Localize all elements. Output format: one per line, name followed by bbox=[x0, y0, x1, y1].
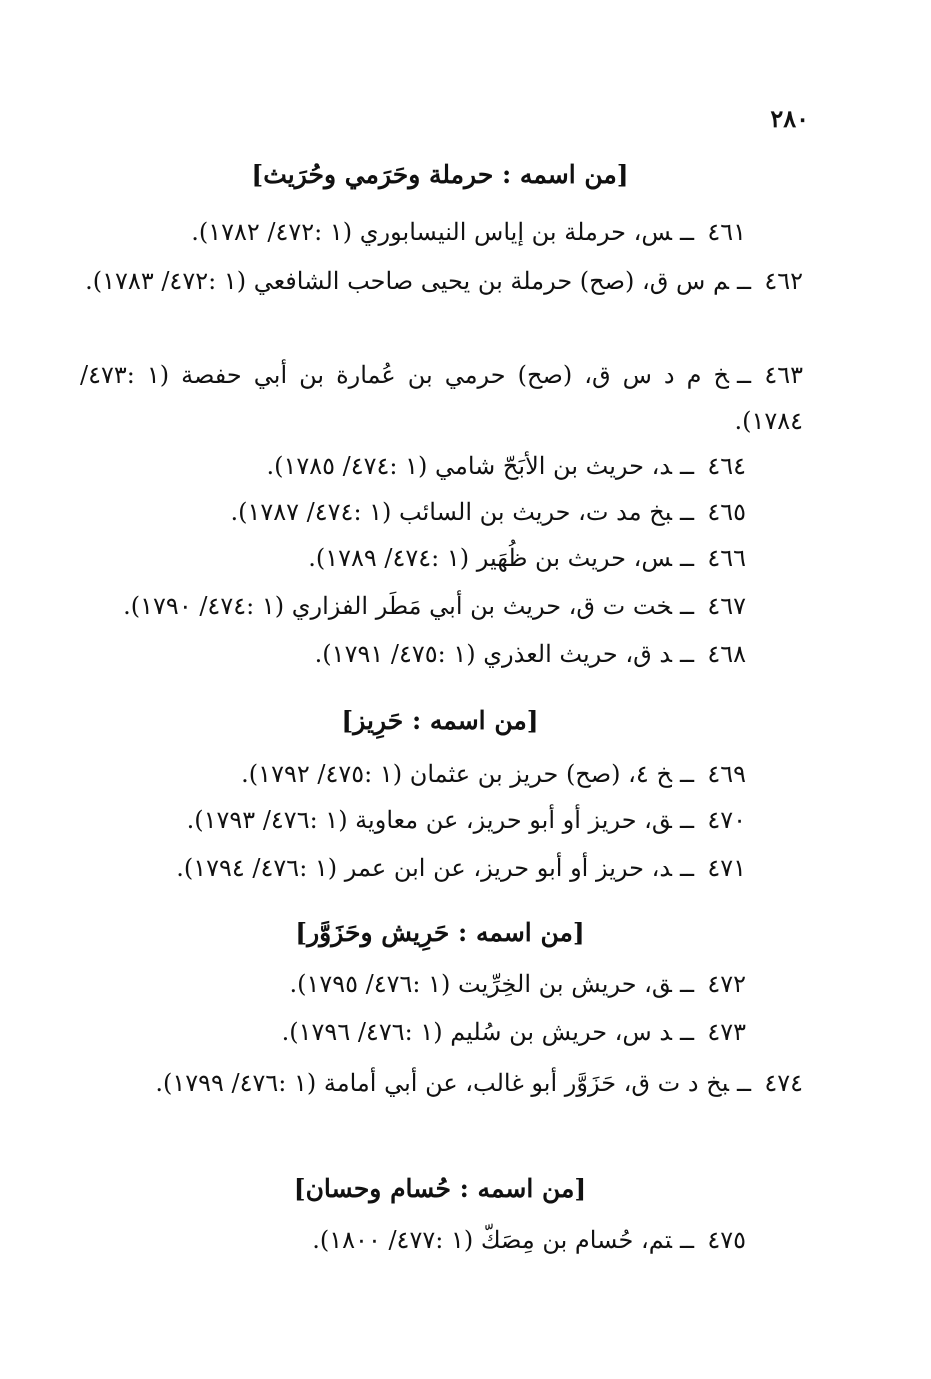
entry-463 bbox=[80, 352, 803, 444]
entry-466 bbox=[308, 542, 746, 574]
entry-dash: ــ bbox=[679, 854, 694, 882]
entry-text: ق، حريز أو أبو حريز، عن معاوية (١ :٤٧٦/ ١٧٩٣). bbox=[186, 806, 672, 834]
entry-dash: ــ bbox=[679, 592, 694, 620]
entry-dash: ــ bbox=[679, 1226, 694, 1254]
entry-text: د، حريز أو أبو حريز، عن ابن عمر (١ :٤٧٦/ ١٧٩٤). bbox=[176, 854, 672, 882]
entry-dash: ــ bbox=[679, 498, 694, 526]
entry-dash: ــ bbox=[679, 452, 694, 480]
entry-text: بخ د ت ق، حَزَوَّر أبو غالب، عن أبي أمامة (١ :٤٧٦/ ١٧٩٩). bbox=[155, 1069, 729, 1097]
entry-text: خ ٤، (صح) حريز بن عثمان (١ :٤٧٥/ ١٧٩٢). bbox=[241, 760, 672, 788]
entry-dash: ــ bbox=[679, 970, 694, 998]
entry-number: ٤٧٠ bbox=[707, 806, 746, 834]
entry-number: ٤٧٢ bbox=[707, 970, 746, 998]
entry-dash: ــ bbox=[679, 1018, 694, 1046]
entry-text: ق، حريش بن الخِرِّيت (١ :٤٧٦/ ١٧٩٥). bbox=[289, 970, 672, 998]
section-heading: [من اسمه : حرملة وحَرَمي وحُرَيث] bbox=[251, 160, 629, 189]
entry-467 bbox=[123, 590, 746, 622]
entry-464 bbox=[266, 450, 746, 482]
entry-text: خ م د س ق، (صح) حرمي بن عُمارة بن أبي حفصة (١ :٤٧٣/ ١٧٨٤). bbox=[80, 361, 803, 435]
entry-470 bbox=[187, 804, 746, 836]
entry-number: ٤٦٨ bbox=[707, 640, 746, 668]
entry-461 bbox=[191, 216, 746, 248]
entry-469 bbox=[241, 758, 746, 790]
entry-dash: ــ bbox=[736, 361, 751, 389]
entry-text: س، حرملة بن إياس النيسابوري (١ :٤٧٢/ ١٧٨٢). bbox=[191, 218, 672, 246]
entry-dash: ــ bbox=[736, 267, 751, 295]
entry-471 bbox=[176, 852, 746, 884]
entry-number: ٤٦٥ bbox=[707, 498, 746, 526]
section-heading: [من اسمه : حُسام وحسان] bbox=[293, 1174, 587, 1203]
entry-number: ٤٧٥ bbox=[707, 1226, 746, 1254]
entry-text: د س، حريش بن سُليم (١ :٤٧٦/ ١٧٩٦). bbox=[281, 1018, 672, 1046]
entry-474 bbox=[80, 1060, 803, 1106]
entry-number: ٤٦٢ bbox=[764, 267, 803, 295]
entry-472 bbox=[289, 968, 746, 1000]
entry-number: ٤٧١ bbox=[707, 854, 746, 882]
entry-text: د، حريث بن الأبَحّ شامي (١ :٤٧٤/ ١٧٨٥). bbox=[266, 452, 672, 480]
entry-number: ٤٧٤ bbox=[764, 1069, 803, 1097]
entry-text: م س ق، (صح) حرملة بن يحيى صاحب الشافعي (١ :٤٧٢/ ١٧٨٣). bbox=[85, 267, 729, 295]
section-heading: [من اسمه : حَرِيز] bbox=[341, 706, 539, 735]
entry-number: ٤٦٩ bbox=[707, 760, 746, 788]
entry-text: د ق، حريث العذري (١ :٤٧٥/ ١٧٩١). bbox=[314, 640, 672, 668]
section-heading: [من اسمه : حَرِيش وحَزَوَّر] bbox=[295, 918, 585, 947]
entry-text: خت ت ق، حريث بن أبي مَطَر الفزاري (١ :٤٧٤/ ١٧٩٠). bbox=[123, 592, 672, 620]
entry-468 bbox=[315, 638, 746, 670]
entry-number: ٤٦١ bbox=[707, 218, 746, 246]
entry-475 bbox=[312, 1224, 746, 1256]
entry-473 bbox=[282, 1016, 746, 1048]
entry-number: ٤٦٧ bbox=[707, 592, 746, 620]
entry-number: ٤٦٤ bbox=[707, 452, 746, 480]
entry-text: س، حريث بن ظُهَير (١ :٤٧٤/ ١٧٨٩). bbox=[308, 544, 672, 572]
entry-dash: ــ bbox=[679, 806, 694, 834]
entry-dash: ــ bbox=[736, 1069, 751, 1097]
entry-number: ٤٦٣ bbox=[764, 361, 803, 389]
entry-number: ٤٦٦ bbox=[707, 544, 746, 572]
page-number: ٢٨٠ bbox=[770, 104, 809, 133]
entry-dash: ــ bbox=[679, 760, 694, 788]
entry-dash: ــ bbox=[679, 218, 694, 246]
entry-text: تم، حُسام بن مِصَكّ (١ :٤٧٧/ ١٨٠٠). bbox=[312, 1226, 672, 1254]
entry-dash: ــ bbox=[679, 640, 694, 668]
entry-462 bbox=[80, 258, 803, 304]
entry-text: بخ مد ت، حريث بن السائب (١ :٤٧٤/ ١٧٨٧). bbox=[230, 498, 672, 526]
entry-dash: ــ bbox=[679, 544, 694, 572]
entry-number: ٤٧٣ bbox=[707, 1018, 746, 1046]
entry-465 bbox=[230, 496, 746, 528]
